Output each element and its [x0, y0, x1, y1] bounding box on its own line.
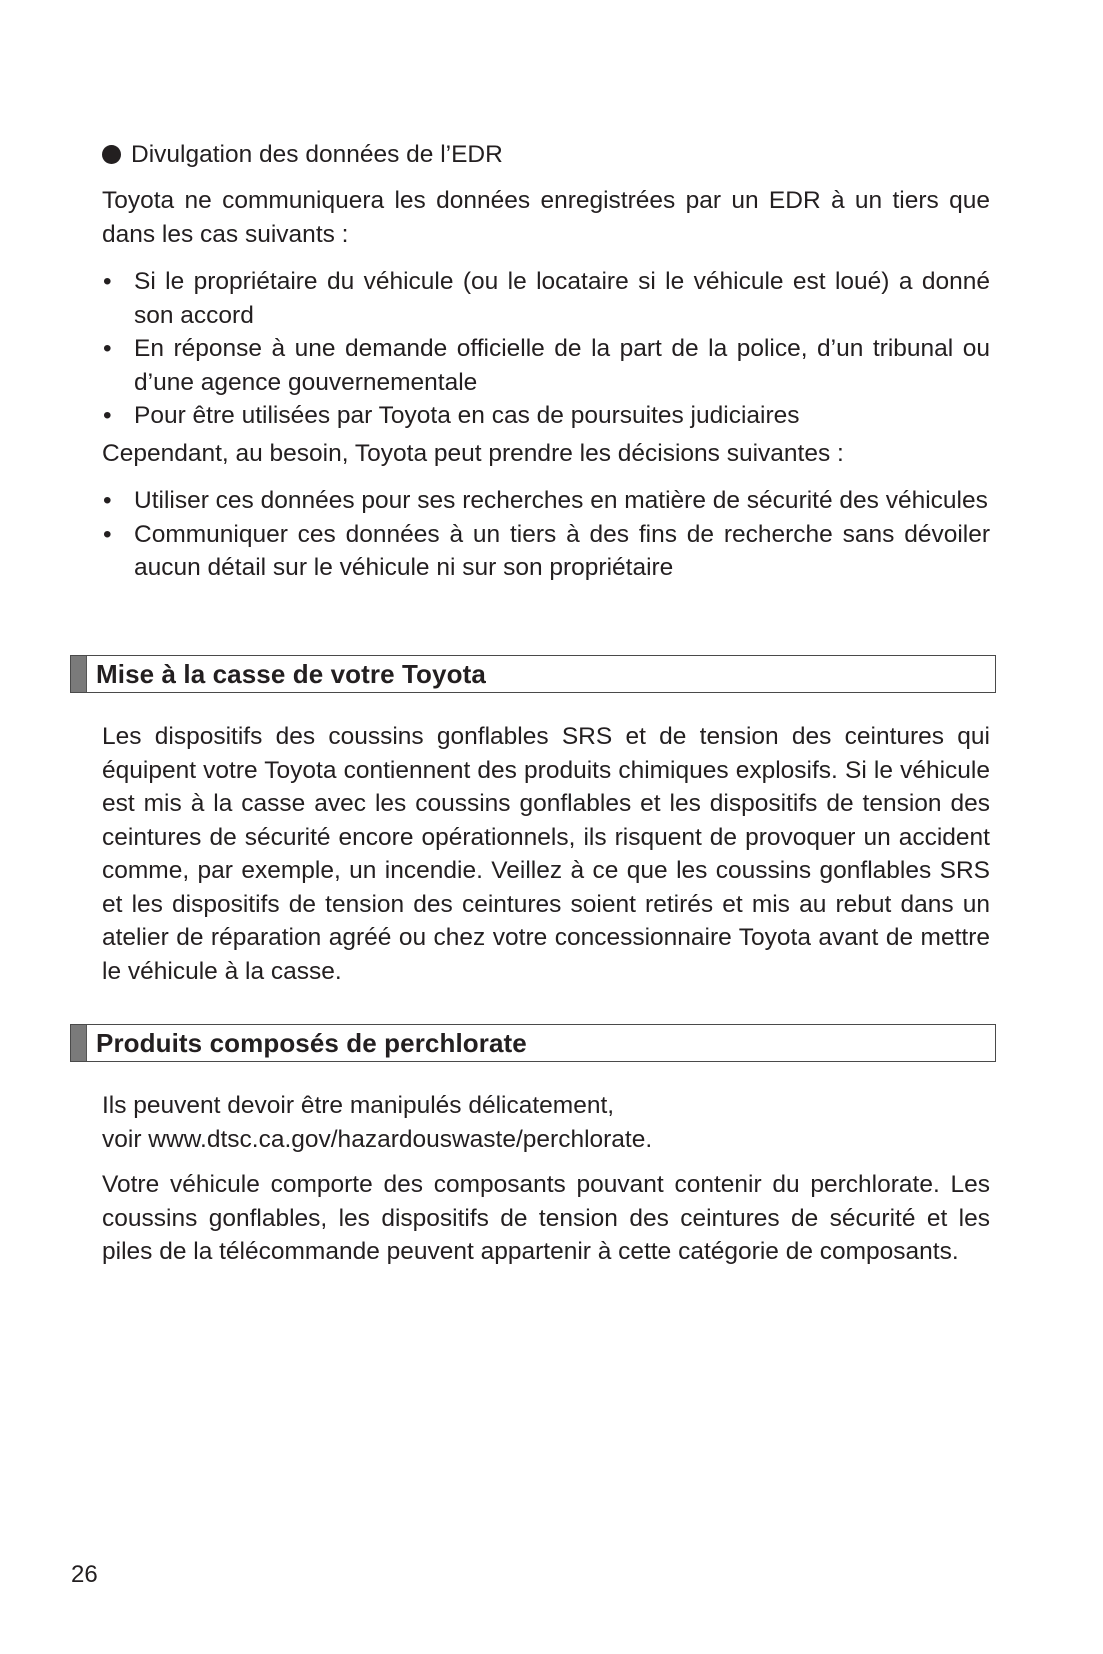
edr-disclosure-subheading-text: Divulgation des données de l’EDR — [131, 141, 503, 168]
section-title: Mise à la casse de votre Toyota — [96, 658, 486, 689]
perchlorate-line-1: Ils peuvent devoir être manipulés délicatement, — [102, 1092, 615, 1119]
list-item: • Utiliser ces données pour ses recherches en matière de sécurité des véhicules — [102, 484, 990, 518]
page-number: 26 — [71, 1561, 98, 1588]
edr-disclosure-cases-list — [102, 265, 990, 433]
section-title: Produits composés de perchlorate — [96, 1027, 527, 1058]
section-heading-perchlorate — [70, 1024, 996, 1062]
perchlorate-url: www.dtsc.ca.gov/hazardouswaste/perchlorate. — [148, 1125, 653, 1153]
heading-accent-bar — [71, 1025, 87, 1061]
edr-however-paragraph: Cependant, au besoin, Toyota peut prendre les décisions suivantes : — [102, 440, 844, 467]
perchlorate-line-2 — [102, 1123, 990, 1157]
perchlorate-paragraph: Votre véhicule comporte des composants pouvant contenir du perchlorate. Les coussins gonflables, les dispositifs de tension des ceintures de sécurité et les piles de la télécommande peuvent appartenir à cette catégorie de composants. — [102, 1171, 990, 1265]
list-item: • En réponse à une demande officielle de la part de la police, d’un tribunal ou d’une agence gouvernementale — [102, 332, 990, 399]
edr-disclosure-subheading — [102, 138, 503, 171]
list-item: • Si le propriétaire du véhicule (ou le locataire si le véhicule est loué) a donné son accord — [102, 265, 990, 332]
edr-intro-paragraph: Toyota ne communiquera les données enregistrées par un EDR à un tiers que dans les cas suivants : — [102, 187, 990, 248]
heading-accent-bar — [71, 656, 87, 692]
list-item: • Communiquer ces données à un tiers à des fins de recherche sans dévoiler aucun détail sur le véhicule ni sur son propriétaire — [102, 518, 990, 585]
perchlorate-see-prefix: voir — [102, 1125, 149, 1153]
perchlorate-handling-note — [102, 1089, 990, 1156]
scrapping-paragraph: Les dispositifs des coussins gonflables SRS et de tension des ceintures qui équipent votre Toyota contiennent des produits chimiques explosifs. Si le véhicule est mis à la casse avec les coussins gonflables et les dispositifs de tension des ceintures de sécurité encore opérationnels, ils risquent de provoquer un accident comme, par exemple, un incendie. Veillez à ce que les coussins gonflables SRS et les dispositifs de tension des ceintures soient retirés et mis au rebut dans un atelier de réparation agréé ou chez votre concessionnaire Toyota avant de mettre le véhicule à la casse. — [102, 723, 990, 985]
list-item: • Pour être utilisées par Toyota en cas de poursuites judiciaires — [102, 399, 990, 433]
filled-circle-icon — [102, 145, 121, 164]
edr-decisions-list — [102, 484, 990, 585]
section-heading-scrapping — [70, 655, 996, 693]
